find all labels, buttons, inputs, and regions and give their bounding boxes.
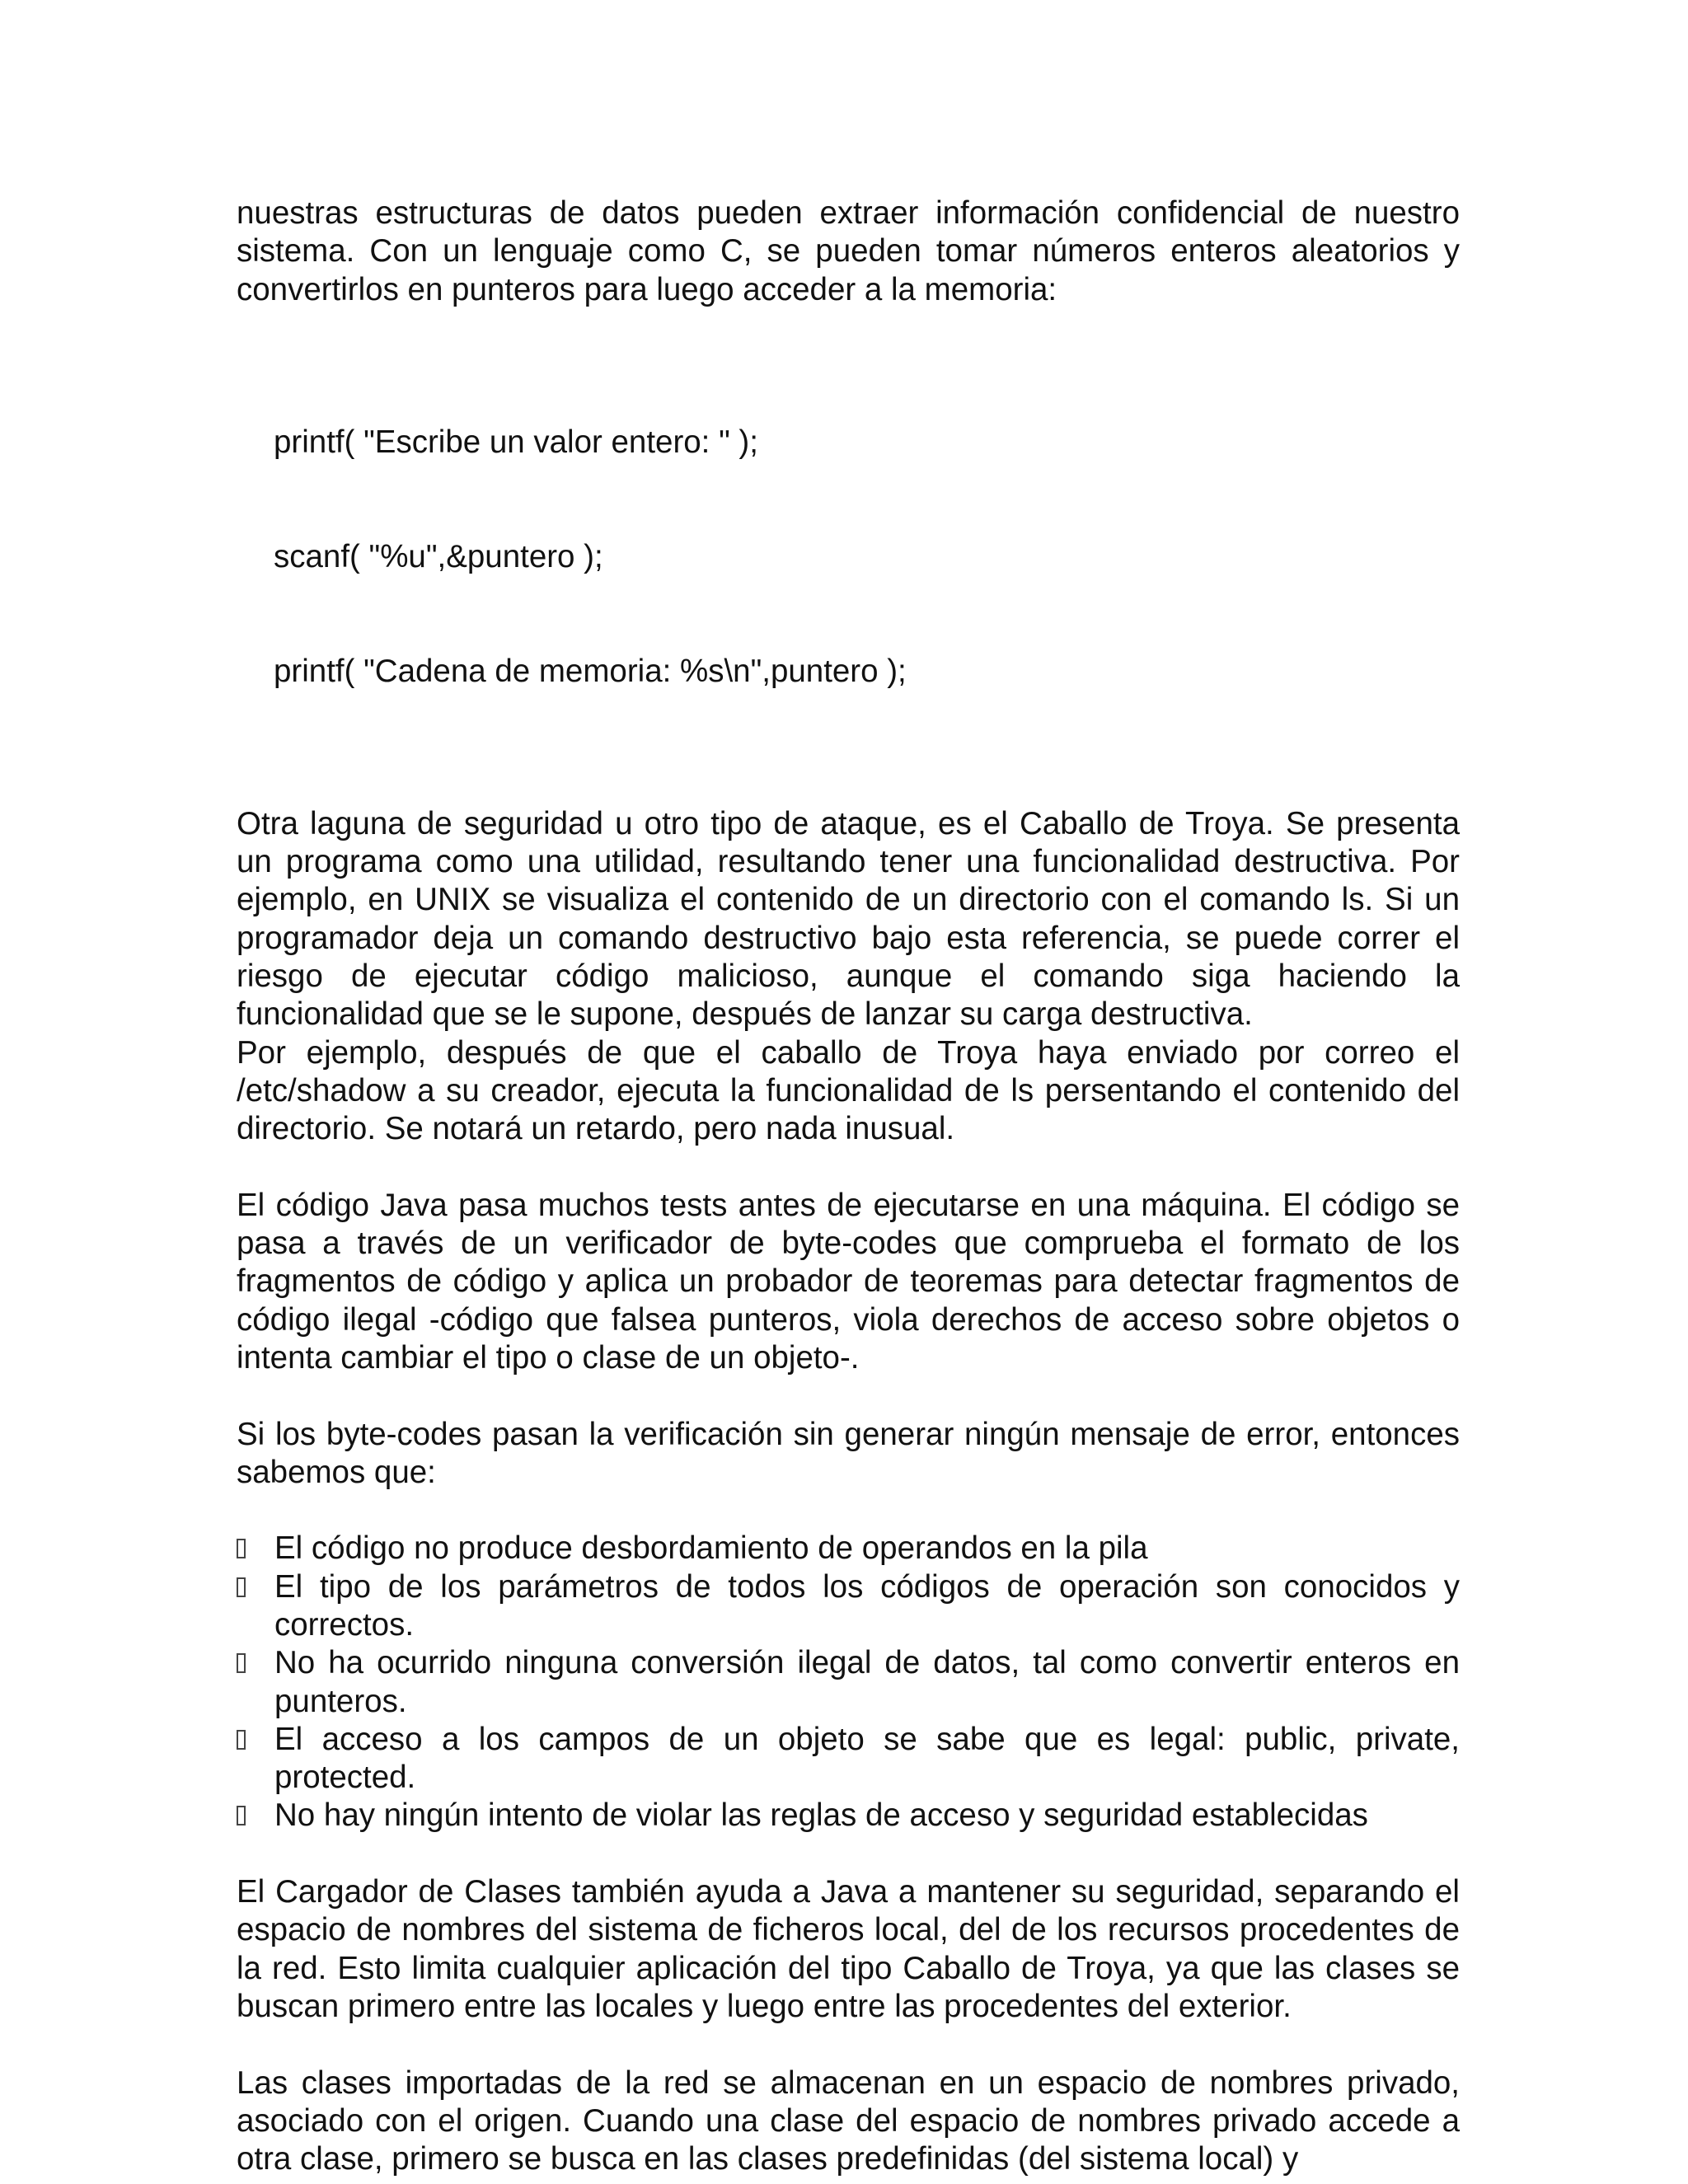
list-item: [237, 1568, 1460, 1645]
paragraph-class-loader: El Cargador de Clases también ayuda a Java a mantener su seguridad, separando el espacio de nombres del sistema de ficheros local, del de los recursos procedentes de la red. Esto limita cualquier aplicación del tipo Caballo de Troya, ya que las clases se buscan primero entre las locales y luego entre las procedentes del exterior.: [237, 1874, 1460, 2024]
code-line-printf-memory: printf( "Cadena de memoria: %s\n",puntero );: [274, 653, 907, 689]
list-item-text: El acceso a los campos de un objeto se sabe que es legal: public, private, protected.: [274, 1721, 1460, 1796]
list-item-text: No ha ocurrido ninguna conversión ilegal de datos, tal como convertir enteros en punteros.: [274, 1645, 1460, 1719]
code-block: [237, 347, 1460, 766]
list-item: [237, 1530, 1460, 1568]
verification-list: [237, 1530, 1460, 1835]
missing-glyph-box-icon: [237, 1653, 246, 1673]
paragraph-gap: [237, 1492, 1460, 1530]
paragraph-intro: nuestras estructuras de datos pueden extraer información confidencial de nuestro sistema. Con un lenguaje como C, se pueden tomar números enteros aleatorios y convertirlos en punteros para luego acceder a la memoria:: [237, 195, 1460, 307]
paragraph-gap: [237, 1835, 1460, 1873]
paragraph-trojan-example: Por ejemplo, después de que el caballo de Troya haya enviado por correo el /etc/shadow a su creador, ejecuta la funcionalidad de ls persentando el contenido del directorio. Se notará un retardo, pero nada inusual.: [237, 1034, 1460, 1147]
paragraph-bytecodes: Si los byte-codes pasan la verificación sin generar ningún mensaje de error, entonces sabemos que:: [237, 1416, 1460, 1490]
list-item-text: El tipo de los parámetros de todos los códigos de operación son conocidos y correctos.: [274, 1568, 1460, 1643]
paragraph-gap: [237, 309, 1460, 347]
code-line-scanf: scanf( "%u",&puntero );: [274, 538, 603, 574]
missing-glyph-box-icon: [237, 1730, 246, 1750]
paragraph-trojan-horse: Otra laguna de seguridad u otro tipo de ataque, es el Caballo de Troya. Se presenta un programa como una utilidad, resultando tener una funcionalidad destructiva. Por ejemplo, en UNIX se visualiza el contenido de un directorio con el comando ls. Si un programador deja un comando destructivo bajo esta referencia, se puede correr el riesgo de ejecutar código malicioso, aunque el comando siga haciendo la funcionalidad que se le supone, después de lanzar su carga destructiva.: [237, 805, 1460, 1033]
paragraph-java-verifier: El código Java pasa muchos tests antes de ejecutarse en una máquina. El código se pasa a través de un verificador de byte-codes que comprueba el formato de los fragmentos de código y aplica un probador de teoremas para detectar fragmentos de código ilegal -código que falsea punteros, viola derechos de acceso sobre objetos o intenta cambiar el tipo o clase de un objeto-.: [237, 1187, 1460, 1376]
list-item: [237, 1797, 1460, 1835]
list-item: [237, 1644, 1460, 1721]
list-item: [237, 1721, 1460, 1797]
paragraph-gap: [237, 2026, 1460, 2064]
paragraph-gap: [237, 1377, 1460, 1415]
document-body: [237, 194, 1460, 2178]
list-item-text: No hay ningún intento de violar las reglas de acceso y seguridad establecidas: [274, 1797, 1368, 1834]
missing-glyph-box-icon: [237, 1577, 246, 1597]
list-item-text: El código no produce desbordamiento de operandos en la pila: [274, 1530, 1148, 1567]
paragraph-gap: [237, 1148, 1460, 1186]
missing-glyph-box-icon: [237, 1539, 246, 1558]
paragraph-imported-classes: Las clases importadas de la red se almacenan en un espacio de nombres privado, asociado con el origen. Cuando una clase del espacio de nombres privado accede a otra clase, primero se busca en las clases predefinidas (del sistema local) y: [237, 2064, 1460, 2177]
code-line-printf-prompt: printf( "Escribe un valor entero: " );: [274, 424, 758, 460]
paragraph-gap: [237, 766, 1460, 804]
missing-glyph-box-icon: [237, 1806, 246, 1825]
